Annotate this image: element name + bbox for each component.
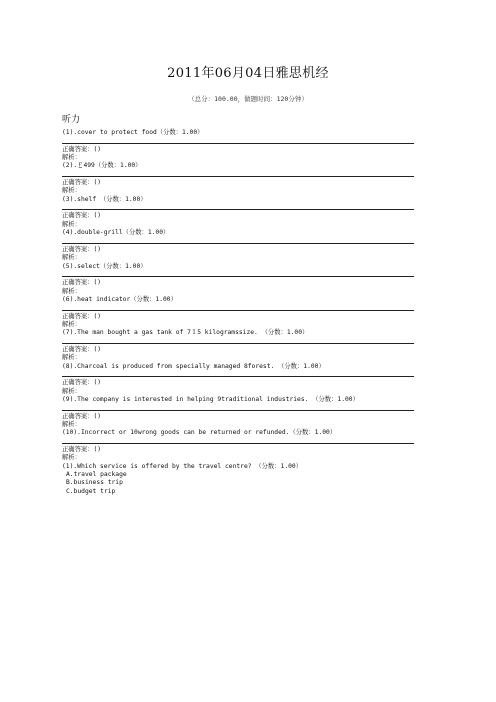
question-text: (3).shelf （分数：1.00）	[62, 195, 147, 203]
answer-label: 正确答案：()	[62, 212, 102, 220]
answer-label: 正确答案：()	[62, 312, 102, 320]
question-text: (1).cover to protect food（分数：1.00）	[62, 129, 204, 136]
question-item	[62, 329, 414, 362]
analysis-label: 解析：	[62, 320, 81, 328]
page-title: 2011年06月04日雅思机经	[167, 66, 329, 81]
question-item	[62, 396, 414, 429]
question-list	[62, 129, 414, 496]
question-item	[62, 363, 414, 396]
analysis-label: 解析：	[62, 187, 81, 195]
answer-line	[62, 137, 414, 145]
question-item	[62, 429, 414, 462]
question-text: (9).The company is interested in helping 9traditional industries. （分数：1.00）	[62, 396, 359, 403]
mcq-item	[62, 463, 414, 496]
question-item	[62, 296, 414, 329]
analysis-label: 解析：	[62, 354, 81, 362]
mcq-option-c: C.budget trip	[66, 487, 116, 495]
answer-line	[62, 204, 414, 212]
question-text: (6).heat indicator（分数：1.00）	[62, 295, 177, 303]
question-text: (7).The man bought a gas tank of 7１5 kilogramssize. （分数：1.00）	[62, 329, 309, 337]
analysis-label: 解析：	[62, 454, 81, 462]
answer-line	[62, 404, 414, 412]
question-item	[62, 263, 414, 296]
question-text: (8).Charcoal is produced from specially managed 8forest. （分数：1.00）	[62, 362, 325, 370]
question-text: (2).￡499（分数：1.00）	[62, 162, 142, 170]
question-text: (4).double-grill（分数：1.00）	[62, 229, 170, 237]
answer-label: 正确答案：()	[62, 179, 102, 187]
section-heading: 听力	[62, 115, 81, 125]
answer-line	[62, 371, 414, 379]
answer-label: 正确答案：()	[62, 446, 102, 454]
analysis-label: 解析：	[62, 387, 81, 395]
answer-label: 正确答案：()	[62, 145, 102, 153]
question-item	[62, 196, 414, 229]
answer-label: 正确答案：()	[62, 345, 102, 353]
answer-line	[62, 171, 414, 179]
answer-line	[62, 438, 414, 446]
question-text: (10).Incorrect or 10wrong goods can be returned or refunded.（分数：1.00）	[62, 429, 337, 437]
analysis-label: 解析：	[62, 254, 81, 262]
answer-line	[62, 271, 414, 279]
answer-label: 正确答案：()	[62, 279, 102, 287]
answer-label: 正确答案：()	[62, 379, 102, 387]
answer-line	[62, 237, 414, 245]
analysis-label: 解析：	[62, 220, 81, 228]
analysis-label: 解析：	[62, 154, 81, 162]
question-item	[62, 229, 414, 262]
answer-line	[62, 338, 414, 346]
mcq-option-b: B.business trip	[66, 479, 123, 487]
question-item	[62, 162, 414, 195]
analysis-label: 解析：	[62, 421, 81, 429]
question-item	[62, 129, 414, 162]
question-text: (5).select（分数：1.00）	[62, 262, 147, 270]
answer-label: 正确答案：()	[62, 245, 102, 253]
mcq-option-a: A.travel package	[66, 471, 127, 479]
answer-line	[62, 304, 414, 312]
answer-label: 正确答案：()	[62, 412, 102, 420]
page-subtitle: （总分：100.00，做题时间：120分钟）	[188, 95, 308, 103]
analysis-label: 解析：	[62, 287, 81, 295]
mcq-question-text: (1).Which service is offered by the travel centre? （分数：1.00）	[62, 462, 302, 470]
